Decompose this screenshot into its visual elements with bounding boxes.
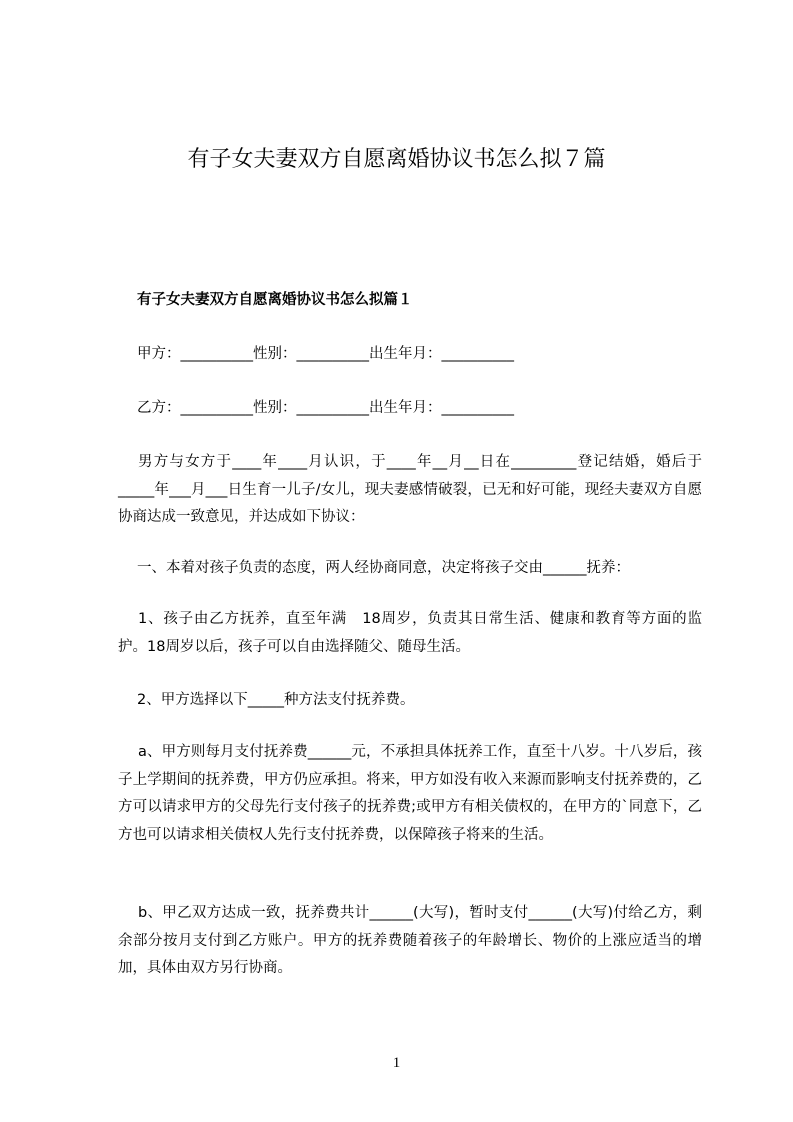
party-a-line: 甲方：__________性别：__________出生年月：__________ — [137, 346, 514, 362]
option-a-paragraph: a、甲方则每月支付抚养费______元，不承担具体抚养工作，直至十八岁。十八岁后，孩子上学期间的抚养费，甲方仍应承担。将来，甲方如没有收入来源而影响支付抚养费的，乙方可以请求甲方的父母先行支付孩子的抚养费;或甲方有相关债权的，在甲方的`同意下，乙方也可以请求相关债权人先行支付抚养费，以保障孩子将来的生活。 — [118, 744, 702, 843]
intro-paragraph: 男方与女方于____年____月认识，于____年__月__日在_________登记结婚，婚后于_____年___月___日生育一儿子/女儿，现夫妻感情破裂，已无和好可能，现经夫妻双方自愿协商达成一致意见，并达成如下协议： — [118, 454, 702, 525]
party-b-line: 乙方：__________性别：__________出生年月：__________ — [137, 400, 514, 416]
custody-paragraph: 1、孩子由乙方抚养，直至年满 18周岁，负责其日常生活、健康和教育等方面的监护。18周岁以后，孩子可以自由选择随父、随母生活。 — [118, 611, 702, 655]
payment-method-paragraph: 2、甲方选择以下_____种方法支付抚养费。 — [137, 692, 415, 708]
section-heading: 有子女夫妻双方自愿离婚协议书怎么拟篇１ — [137, 292, 413, 308]
page-number: 1 — [392, 1055, 401, 1071]
clause-1-paragraph: 一、本着对孩子负责的态度，两人经协商同意，决定将孩子交由______抚养： — [137, 560, 630, 576]
document-title: 有子女夫妻双方自愿离婚协议书怎么拟７篇 — [187, 147, 606, 172]
option-b-paragraph: b、甲乙双方达成一致，抚养费共计______(大写)，暂时支付______(大写)付给乙方，剩余部分按月支付到乙方账户。甲方的抚养费随着孩子的年龄增长、物价的上涨应适当的增加，具体由双方另行协商。 — [118, 905, 702, 976]
